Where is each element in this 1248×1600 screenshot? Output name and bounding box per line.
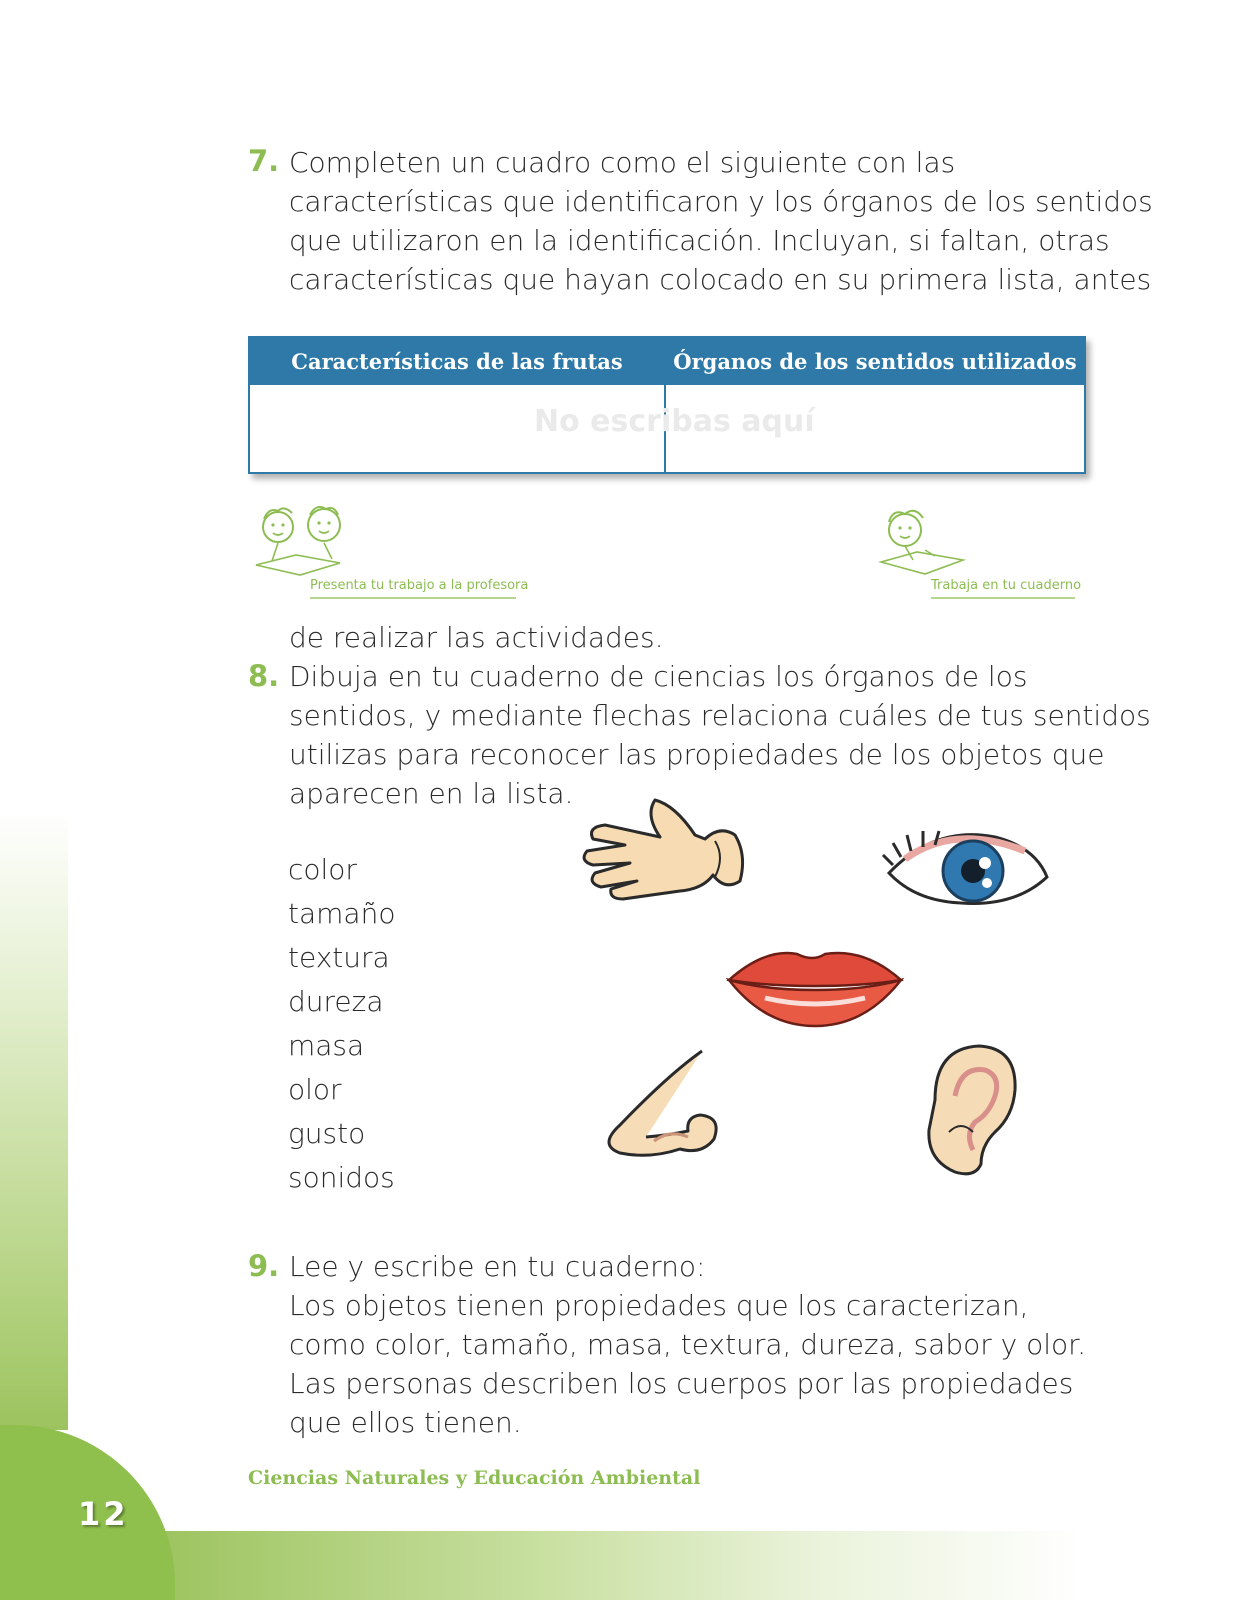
nose-icon [590, 1045, 730, 1160]
item-9-line-1: Lee y escribe en tu cuaderno: [289, 1250, 706, 1283]
item-9-line-4: Las personas describen los cuerpos por las propiedades [289, 1367, 1074, 1400]
item-8-number: 8. [248, 659, 280, 693]
table-header-row [250, 338, 1084, 385]
two-kids-icon [248, 503, 358, 583]
hand-icon [575, 795, 750, 905]
item-7-line-3: que utilizaron en la identificación. Incluyan, si faltan, otras [289, 224, 1110, 257]
lips-icon [725, 940, 905, 1030]
characteristics-table [248, 336, 1086, 474]
list-item: masa [288, 1029, 365, 1062]
list-item: sonidos [288, 1161, 395, 1194]
item-9-line-2: Los objetos tienen propiedades que los caracterizan, [289, 1289, 1029, 1322]
left-badge-line [310, 597, 516, 599]
list-item: tamaño [288, 897, 396, 930]
item-7-line-4: características que hayan colocado en su primera lista, antes [289, 263, 1152, 296]
book-title-footer: Ciencias Naturales y Educación Ambiental [248, 1467, 701, 1489]
item-7-line-1: Completen un cuadro como el siguiente con las [289, 146, 956, 179]
eye-icon [875, 815, 1055, 910]
ear-icon [915, 1040, 1025, 1180]
no-write-watermark: No escribas aquí [534, 404, 815, 439]
side-gradient-band [0, 810, 68, 1430]
item-7-number: 7. [248, 144, 280, 178]
list-item: dureza [288, 985, 384, 1018]
kid-writing-icon [875, 502, 970, 582]
item-7-line-2: características que identificaron y los órganos de los sentidos [289, 185, 1153, 218]
item-9-line-3: como color, tamaño, masa, textura, dureza, sabor y olor. [289, 1328, 1087, 1361]
bottom-gradient-band [150, 1531, 1248, 1600]
table-header-senses: Órganos de los sentidos utilizados [673, 349, 1077, 374]
work-in-notebook-label: Trabaja en tu cuaderno [931, 578, 1082, 593]
list-item: gusto [288, 1117, 366, 1150]
item-7-continuation: de realizar las actividades. [289, 621, 664, 654]
list-item: color [288, 853, 357, 886]
right-badge-line [931, 597, 1075, 599]
item-8-line-3: utilizas para reconocer las propiedades de los objetos que [289, 738, 1105, 771]
item-9-number: 9. [248, 1249, 280, 1283]
item-8-line-4: aparecen en la lista. [289, 777, 574, 810]
page-number: 12 [78, 1495, 129, 1533]
item-8-line-1: Dibuja en tu cuaderno de ciencias los órganos de los [289, 660, 1028, 693]
list-item: olor [288, 1073, 342, 1106]
table-header-fruits: Características de las frutas [291, 349, 623, 374]
present-to-teacher-label: Presenta tu trabajo a la profesora [310, 578, 529, 593]
item-9-line-5: que ellos tienen. [289, 1406, 522, 1439]
item-8-line-2: sentidos, y mediante flechas relaciona cuáles de tus sentidos [289, 699, 1151, 732]
list-item: textura [288, 941, 390, 974]
